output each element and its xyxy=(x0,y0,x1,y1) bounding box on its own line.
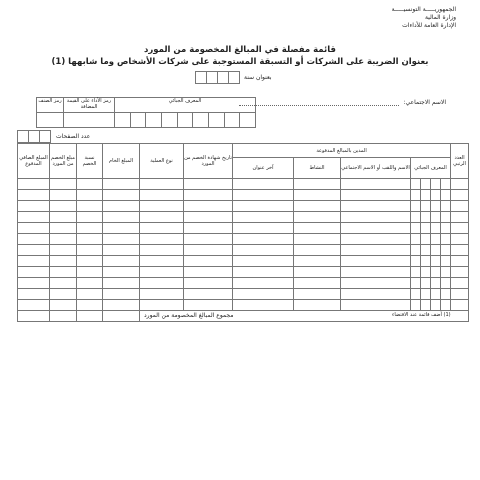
table-cell[interactable] xyxy=(77,278,103,289)
table-row xyxy=(18,234,469,245)
table-cell[interactable] xyxy=(103,234,140,245)
table-cell[interactable] xyxy=(341,267,411,278)
table-cell[interactable] xyxy=(77,190,103,201)
table-cell[interactable] xyxy=(77,267,103,278)
social-name-field xyxy=(239,99,446,106)
table-cell[interactable] xyxy=(50,179,77,190)
table-cell[interactable] xyxy=(140,256,184,267)
table-cell[interactable] xyxy=(294,289,341,300)
table-cell[interactable] xyxy=(140,289,184,300)
table-row xyxy=(18,267,469,278)
table-cell[interactable] xyxy=(77,300,103,311)
table-cell[interactable] xyxy=(50,234,77,245)
table-cell[interactable] xyxy=(233,267,294,278)
table-cell[interactable] xyxy=(77,245,103,256)
tva-code-label: رمز الأداء على القيمة المضافة xyxy=(64,98,115,113)
table-row xyxy=(18,223,469,234)
col-operation-type: نوع العملية xyxy=(140,144,184,179)
table-row xyxy=(18,179,469,190)
table-cell[interactable] xyxy=(18,179,50,190)
table-cell[interactable] xyxy=(341,245,411,256)
col-net-amount: المبلغ الصافي المدفوع xyxy=(18,144,50,179)
table-cell[interactable] xyxy=(50,245,77,256)
table-cell[interactable] xyxy=(294,179,341,190)
table-cell[interactable] xyxy=(184,179,233,190)
table-cell[interactable] xyxy=(50,289,77,300)
table-cell[interactable] xyxy=(18,278,50,289)
table-cell[interactable] xyxy=(103,245,140,256)
col-gross-amount: المبلغ الخام xyxy=(103,144,140,179)
table-cell[interactable] xyxy=(77,201,103,212)
table-row xyxy=(18,201,469,212)
table-cell[interactable] xyxy=(103,278,140,289)
table-row xyxy=(18,278,469,289)
table-cell[interactable] xyxy=(184,289,233,300)
tva-code-cell[interactable] xyxy=(64,113,115,128)
table-cell[interactable] xyxy=(341,179,411,190)
table-cell[interactable] xyxy=(341,201,411,212)
table-cell[interactable] xyxy=(451,289,469,300)
table-cell[interactable] xyxy=(451,267,469,278)
year-field xyxy=(196,71,272,83)
table-cell[interactable] xyxy=(184,223,233,234)
table-cell[interactable] xyxy=(341,223,411,234)
table-cell[interactable] xyxy=(233,201,294,212)
table-cell[interactable] xyxy=(294,256,341,267)
table-row xyxy=(18,212,469,223)
table-cell[interactable] xyxy=(18,234,50,245)
table-cell[interactable] xyxy=(184,245,233,256)
withholding-table xyxy=(17,143,469,322)
table-cell[interactable] xyxy=(233,300,294,311)
table-cell[interactable] xyxy=(50,223,77,234)
ministry-header xyxy=(392,6,456,30)
table-cell[interactable] xyxy=(233,234,294,245)
table-cell[interactable] xyxy=(294,278,341,289)
table-cell[interactable] xyxy=(184,300,233,311)
table-cell[interactable] xyxy=(294,234,341,245)
table-cell[interactable] xyxy=(411,289,451,300)
table-cell[interactable] xyxy=(411,278,451,289)
col-debtor-group: المدين بالمبالغ المدفوعة xyxy=(233,144,451,158)
table-cell[interactable] xyxy=(341,278,411,289)
total-label: مجموع المبالغ المخصومة من المورد xyxy=(140,311,469,322)
table-cell[interactable] xyxy=(184,256,233,267)
footnote: (1) أضف قائمة عند الاقتضاء xyxy=(392,312,451,318)
table-cell[interactable] xyxy=(341,300,411,311)
table-row xyxy=(18,289,469,300)
table-cell[interactable] xyxy=(140,179,184,190)
table-cell[interactable] xyxy=(103,201,140,212)
table-cell[interactable] xyxy=(294,300,341,311)
table-cell[interactable] xyxy=(411,245,451,256)
table-cell[interactable] xyxy=(451,223,469,234)
table-cell[interactable] xyxy=(50,212,77,223)
table-cell[interactable] xyxy=(18,300,50,311)
table-cell[interactable] xyxy=(103,223,140,234)
fiscal-id-cells[interactable] xyxy=(115,113,256,128)
table-cell[interactable] xyxy=(103,289,140,300)
col-rate: نسبة الخصم xyxy=(77,144,103,179)
table-cell[interactable] xyxy=(411,300,451,311)
table-cell[interactable] xyxy=(18,289,50,300)
table-cell[interactable] xyxy=(233,212,294,223)
table-cell[interactable] xyxy=(184,278,233,289)
table-cell[interactable] xyxy=(341,190,411,201)
table-cell[interactable] xyxy=(451,179,469,190)
table-cell[interactable] xyxy=(103,212,140,223)
header-ministry: وزارة المالية xyxy=(424,14,456,21)
document-subtitle: بعنوان الضريبة على الشركات أو التسبقة المستوجبة على شركات الأشخاص وما شابهها (1) xyxy=(51,57,429,67)
table-cell[interactable] xyxy=(50,300,77,311)
table-cell[interactable] xyxy=(294,190,341,201)
pages-box[interactable] xyxy=(39,130,51,143)
document-title: قائمة مفصلة في المبالغ المخصومة من المورد xyxy=(144,45,336,55)
table-cell[interactable] xyxy=(451,278,469,289)
table-cell[interactable] xyxy=(140,212,184,223)
table-cell[interactable] xyxy=(233,190,294,201)
table-cell[interactable] xyxy=(451,256,469,267)
table-cell[interactable] xyxy=(18,267,50,278)
table-cell[interactable] xyxy=(103,267,140,278)
table-cell[interactable] xyxy=(341,256,411,267)
table-cell[interactable] xyxy=(411,256,451,267)
table-cell[interactable] xyxy=(451,212,469,223)
table-row xyxy=(18,300,469,311)
fiscal-id-label: المعرف الجبائي xyxy=(115,98,256,113)
col-debtor-name: الاسم واللقب أو الاسم الاجتماعي xyxy=(341,158,411,179)
table-cell[interactable] xyxy=(233,179,294,190)
table-cell[interactable] xyxy=(50,267,77,278)
table-cell[interactable] xyxy=(294,223,341,234)
table-cell[interactable] xyxy=(103,300,140,311)
table-cell[interactable] xyxy=(77,223,103,234)
year-label: بعنوان سنة xyxy=(244,73,272,81)
table-cell[interactable] xyxy=(451,201,469,212)
table-cell[interactable] xyxy=(18,245,50,256)
pages-label: عدد الصفحات xyxy=(56,133,91,140)
identification-table xyxy=(36,97,256,128)
table-cell[interactable] xyxy=(77,289,103,300)
table-cell[interactable] xyxy=(50,278,77,289)
category-code-label: رمز الصنف xyxy=(37,98,64,113)
table-cell[interactable] xyxy=(233,245,294,256)
table-cell[interactable] xyxy=(140,245,184,256)
pages-field xyxy=(18,130,90,143)
table-cell[interactable] xyxy=(140,223,184,234)
table-cell[interactable] xyxy=(233,278,294,289)
header-directorate: الإدارة العامة للأداءات xyxy=(402,22,456,29)
table-cell[interactable] xyxy=(77,212,103,223)
col-last-address: آخر عنوان xyxy=(233,158,294,179)
table-cell[interactable] xyxy=(411,190,451,201)
table-cell[interactable] xyxy=(411,179,451,190)
col-serial: العدد الرتبي xyxy=(451,144,469,179)
table-cell[interactable] xyxy=(294,212,341,223)
table-cell[interactable] xyxy=(294,267,341,278)
table-cell[interactable] xyxy=(341,212,411,223)
table-row xyxy=(18,256,469,267)
table-cell[interactable] xyxy=(341,289,411,300)
table-cell[interactable] xyxy=(233,223,294,234)
table-row xyxy=(18,245,469,256)
table-cell[interactable] xyxy=(294,245,341,256)
year-box[interactable] xyxy=(228,71,240,84)
table-cell[interactable] xyxy=(411,212,451,223)
table-cell[interactable] xyxy=(411,223,451,234)
col-withheld-amount: مبلغ الخصم من المورد xyxy=(50,144,77,179)
table-cell[interactable] xyxy=(184,267,233,278)
social-name-label: الاسم الاجتماعي: xyxy=(403,99,446,106)
table-cell[interactable] xyxy=(294,201,341,212)
table-cell[interactable] xyxy=(140,201,184,212)
table-cell[interactable] xyxy=(184,234,233,245)
header-republic: الجمهوريـــــة التونسيـــــة xyxy=(391,6,456,13)
table-cell[interactable] xyxy=(451,234,469,245)
table-cell[interactable] xyxy=(411,234,451,245)
table-cell[interactable] xyxy=(103,179,140,190)
table-cell[interactable] xyxy=(140,300,184,311)
table-cell[interactable] xyxy=(18,201,50,212)
table-cell[interactable] xyxy=(50,201,77,212)
table-row xyxy=(18,190,469,201)
table-cell[interactable] xyxy=(18,212,50,223)
table-cell[interactable] xyxy=(18,190,50,201)
table-cell[interactable] xyxy=(411,201,451,212)
col-debtor-fiscal-id: المعرف الجبائي xyxy=(411,158,451,179)
col-activity: النشاط xyxy=(294,158,341,179)
table-cell[interactable] xyxy=(233,289,294,300)
table-cell[interactable] xyxy=(451,300,469,311)
table-cell[interactable] xyxy=(140,267,184,278)
table-cell[interactable] xyxy=(233,256,294,267)
table-cell[interactable] xyxy=(103,190,140,201)
table-cell[interactable] xyxy=(184,190,233,201)
table-cell[interactable] xyxy=(451,190,469,201)
table-cell[interactable] xyxy=(50,256,77,267)
category-code-cell[interactable] xyxy=(37,113,64,128)
table-cell[interactable] xyxy=(341,234,411,245)
table-cell[interactable] xyxy=(18,223,50,234)
table-cell[interactable] xyxy=(184,201,233,212)
table-cell[interactable] xyxy=(184,212,233,223)
table-cell[interactable] xyxy=(50,190,77,201)
table-cell[interactable] xyxy=(140,190,184,201)
table-cell[interactable] xyxy=(77,256,103,267)
table-cell[interactable] xyxy=(77,234,103,245)
table-cell[interactable] xyxy=(140,234,184,245)
social-name-line[interactable] xyxy=(239,99,399,106)
table-cell[interactable] xyxy=(103,256,140,267)
table-cell[interactable] xyxy=(411,267,451,278)
table-cell[interactable] xyxy=(451,245,469,256)
table-cell[interactable] xyxy=(18,256,50,267)
table-cell[interactable] xyxy=(77,179,103,190)
table-cell[interactable] xyxy=(140,278,184,289)
col-cert-date: تاريخ شهادة الخصم من المورد xyxy=(184,144,233,179)
